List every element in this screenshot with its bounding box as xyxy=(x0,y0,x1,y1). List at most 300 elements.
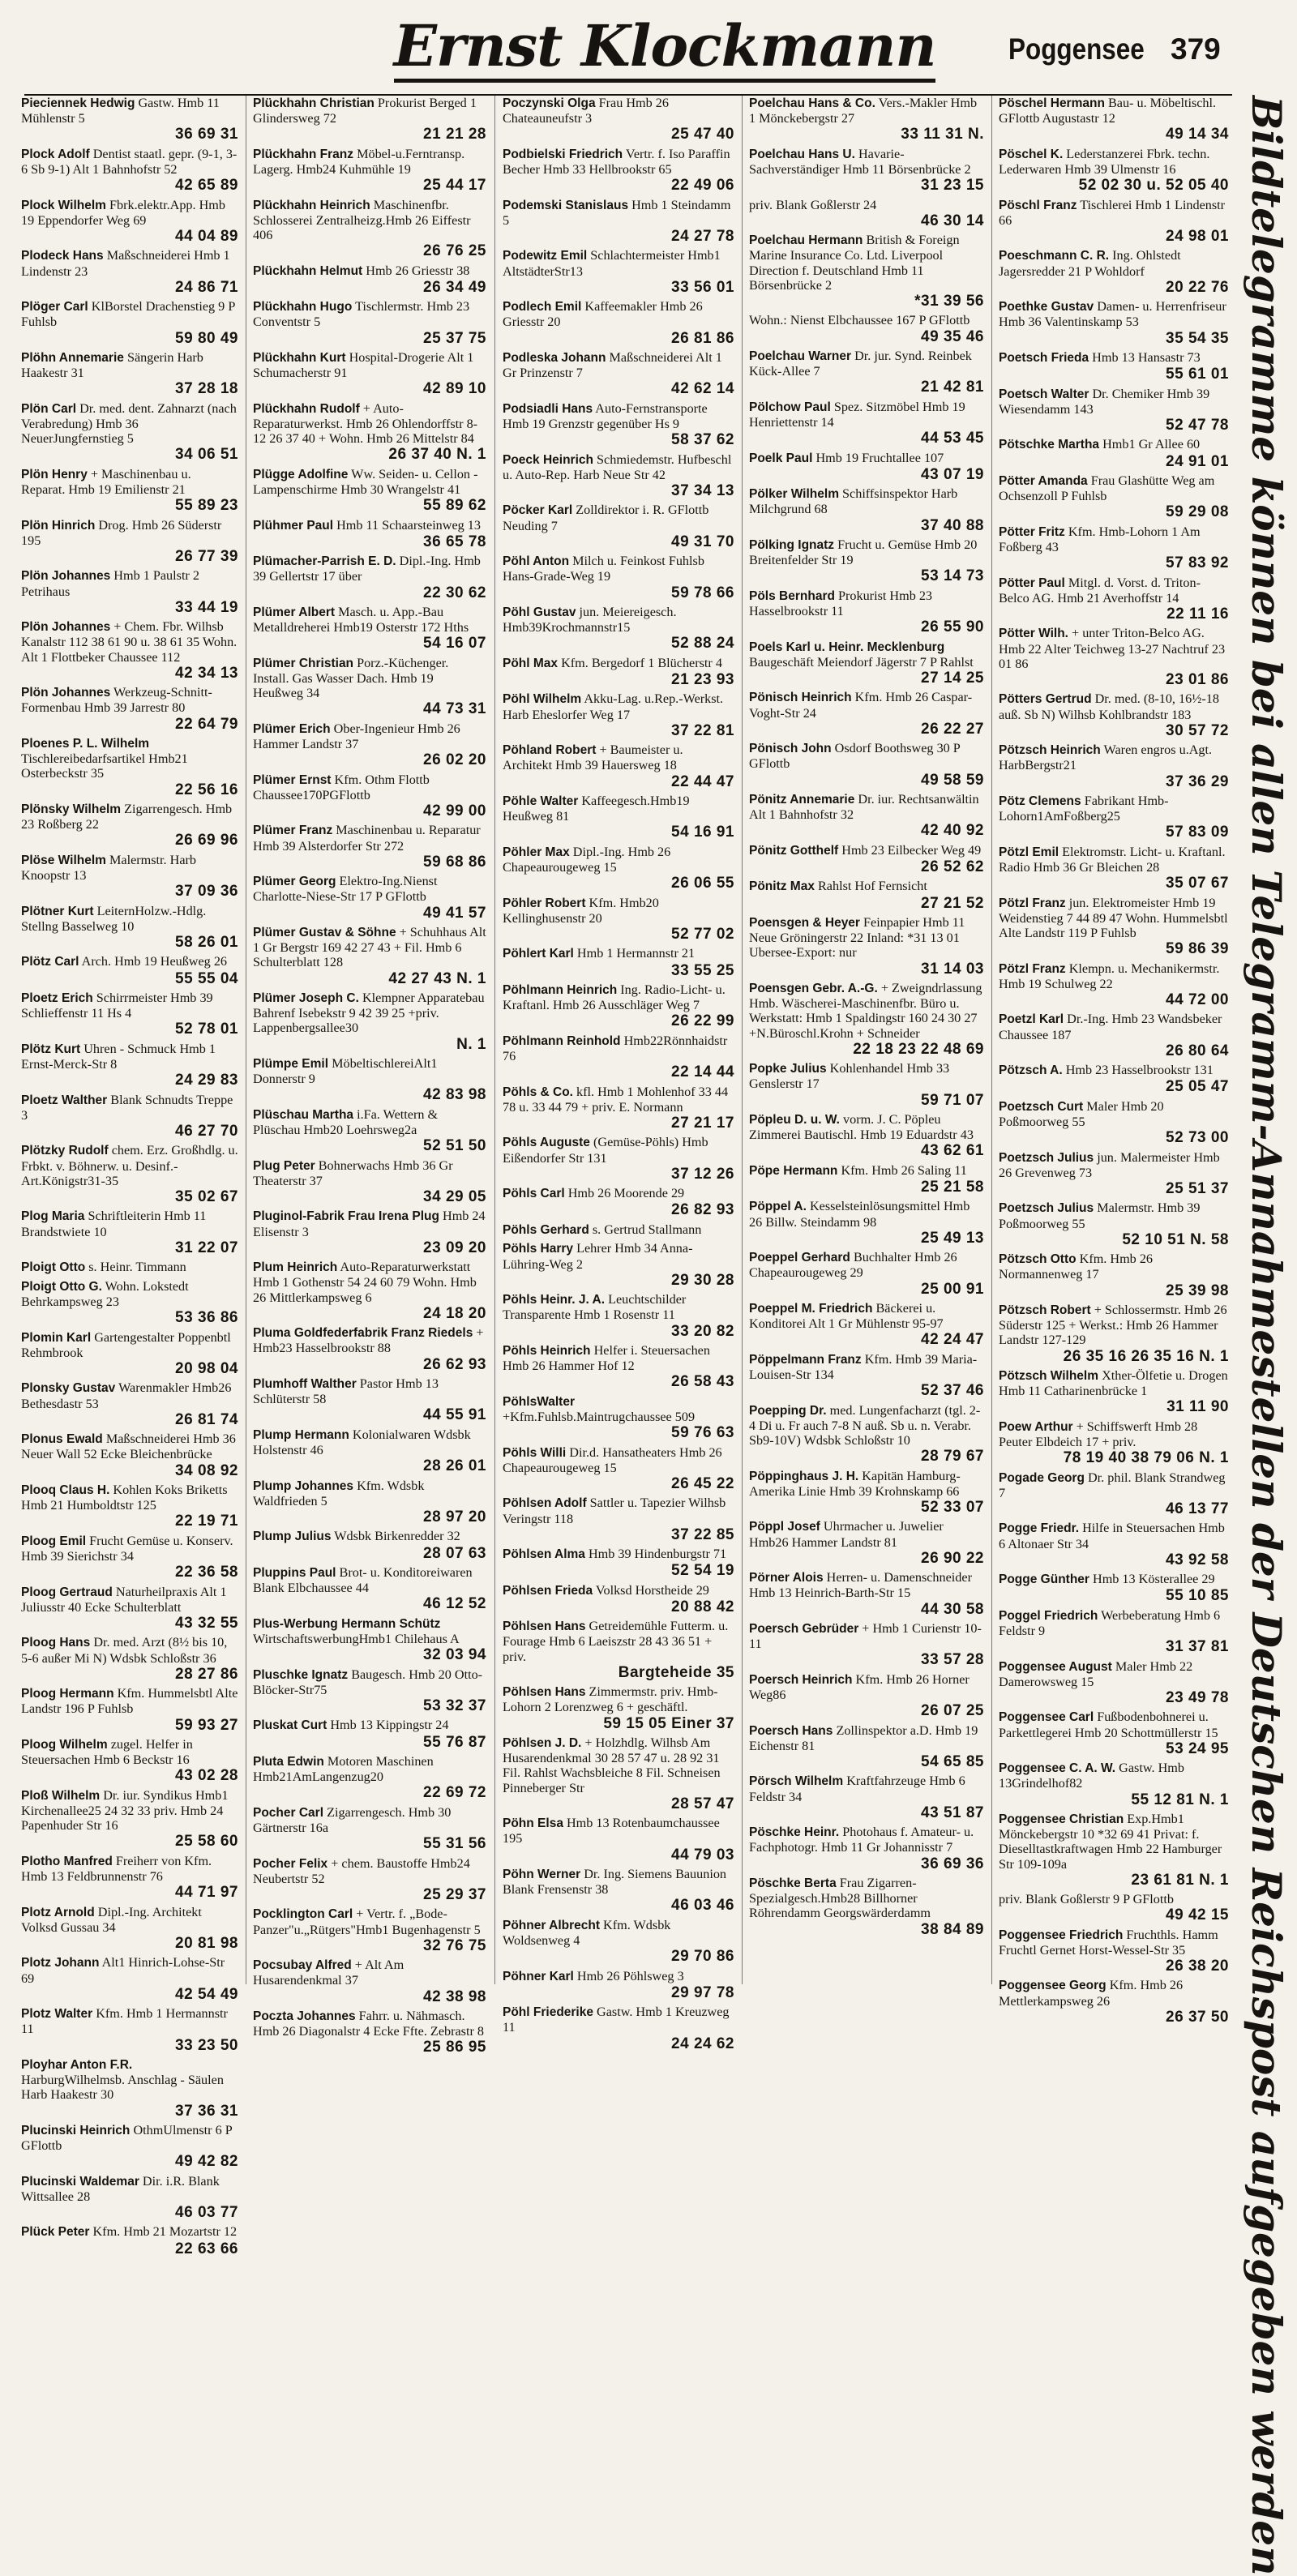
directory-entry xyxy=(21,954,238,986)
directory-entry xyxy=(503,605,734,652)
entry-name: Plotz Walter xyxy=(21,2007,93,2022)
entry-details: Maßschneiderei Alt 1 Gr Prinzenstr 7 xyxy=(503,349,722,381)
entry-phone: 26 76 25 xyxy=(423,242,486,260)
directory-entry xyxy=(253,401,486,464)
directory-entry xyxy=(503,96,734,143)
entry-details: + Hmb23 Hasselbrookstr 88 xyxy=(253,1325,484,1356)
directory-entry xyxy=(503,1969,734,2001)
entry-details: Lehrer Hmb 34 Anna-Lühring-Weg 2 xyxy=(503,1241,693,1272)
entry-phone: 42 89 10 xyxy=(423,380,486,398)
entry-phone: 52 33 07 xyxy=(921,1498,984,1516)
directory-entry xyxy=(253,1376,486,1423)
directory-entry xyxy=(253,1616,486,1663)
directory-entry xyxy=(21,1854,238,1901)
entry-name: Plump Hermann xyxy=(253,1427,349,1442)
directory-entry xyxy=(503,1343,734,1390)
entry-name: Pöhl Wilhelm xyxy=(503,692,582,707)
directory-entry xyxy=(21,1635,238,1682)
directory-entry xyxy=(253,1158,486,1205)
directory-entry xyxy=(749,313,984,344)
entry-phone: 44 04 89 xyxy=(175,228,238,245)
directory-entry xyxy=(253,96,486,143)
entry-details: WirtschaftswerbungHmb1 Chilehaus A xyxy=(253,1631,460,1646)
entry-details: Dr. med. Arzt (8½ bis 10, 5-6 außer Mi N) Wdsbk Schloßstr 36 xyxy=(21,1635,228,1666)
entry-phone: 33 55 25 xyxy=(671,961,734,979)
entry-phone: 59 93 27 xyxy=(175,1716,238,1734)
entry-details: Baugeschäft Meiendorf Jägerstr 7 P Rahlst xyxy=(749,654,974,670)
entry-phone: 55 76 87 xyxy=(423,1733,486,1751)
entry-details: Helfer i. Steuersachen Hmb 26 Hammer Hof 12 xyxy=(503,1342,710,1374)
entry-name: Ploog Gertraud xyxy=(21,1585,113,1599)
entry-details: Dr. med. (8-10, 16½-18 auß. Sb N) Wilhsb Kohlbrandstr 183 xyxy=(999,691,1219,722)
entry-phone: 38 84 89 xyxy=(921,1920,984,1938)
entry-details: LeiternHolzw.-Hdlg. Stellng Basselweg 10 xyxy=(21,903,207,934)
directory-entry xyxy=(999,961,1229,1008)
directory-entry xyxy=(999,1200,1229,1247)
directory-entry xyxy=(503,742,734,789)
entry-phone: 37 36 29 xyxy=(1166,772,1229,790)
entry-details: Bohnerwachs Hmb 36 Gr Theaterstr 37 xyxy=(253,1157,453,1188)
entry-phone: 42 40 92 xyxy=(921,822,984,840)
entry-name: Plön Carl xyxy=(21,401,77,416)
directory-entry xyxy=(21,853,238,900)
entry-name: Pöhls Gerhard xyxy=(503,1222,589,1237)
entry-name: Plügge Adolfine xyxy=(253,467,349,481)
directory-entry xyxy=(999,1063,1229,1095)
entry-phone: 52 10 51 N. 58 xyxy=(1122,1230,1229,1248)
entry-details: Maler Hmb 20 Poßmoorweg 55 xyxy=(999,1098,1164,1129)
entry-name: Poetzsch Julius xyxy=(999,1201,1094,1216)
entry-phone: 42 83 98 xyxy=(423,1086,486,1104)
directory-entry xyxy=(253,925,486,987)
entry-details: + Hmb 1 Curienstr 10-11 xyxy=(749,1620,982,1652)
entry-details: Dr.-Ing. Hmb 23 Wandsbeker Chaussee 187 xyxy=(999,1012,1222,1042)
entry-name: Plön Henry xyxy=(21,467,88,481)
entry-phone: 26 52 62 xyxy=(921,858,984,875)
entry-name: Plück Peter xyxy=(21,2225,90,2240)
directory-entry xyxy=(999,845,1229,892)
directory-entry xyxy=(999,1150,1229,1197)
entry-phone: 26 45 22 xyxy=(671,1474,734,1492)
entry-name: Plötner Kurt xyxy=(21,904,94,918)
entry-name: Poersch Gebrüder xyxy=(749,1621,859,1636)
directory-entry xyxy=(503,794,734,841)
entry-name: Pölchow Paul xyxy=(749,400,831,414)
entry-details: + unter Triton-Belco AG. Hmb 22 Alter Teichweg 13-27 Nachtruf 23 01 86 xyxy=(999,626,1226,671)
entry-name: Pöhle Walter xyxy=(503,794,579,808)
entry-name: Plug Peter xyxy=(253,1158,315,1173)
directory-entry xyxy=(503,554,734,601)
directory-entry xyxy=(503,1816,734,1863)
directory-entry xyxy=(253,1056,486,1103)
entry-details: + Schuhhaus Alt 1 Gr Bergstr 169 42 27 43 + Fil. Hmb 6 Schulterblatt 128 xyxy=(253,924,486,970)
entry-name: Plötzky Rudolf xyxy=(21,1144,109,1158)
entry-details: Kfm. Hmb-Lohorn 1 Am Foßberg 43 xyxy=(999,524,1201,554)
entry-details: Fabrikant Hmb-Lohorn1AmFoßberg25 xyxy=(999,793,1169,824)
entry-phone: 52 54 19 xyxy=(671,1562,734,1580)
entry-name: Pötzl Franz xyxy=(999,896,1066,910)
entry-name: Pöhn Elsa xyxy=(503,1816,563,1831)
entry-name: Ploigt Otto G. xyxy=(21,1279,102,1294)
entry-details: Waren engros u.Agt. HarbBergstr21 xyxy=(999,742,1213,773)
entry-phone: 44 53 45 xyxy=(921,430,984,447)
directory-entry xyxy=(253,198,486,260)
entry-phone: 36 69 36 xyxy=(921,1855,984,1872)
entry-details: Kfm. Hummelsbtl Alte Landstr 196 P Fuhlsb xyxy=(21,1686,238,1717)
entry-details: Bau- u. Möbeltischl. GFlottb Augustastr 12 xyxy=(999,96,1217,126)
directory-entry xyxy=(749,741,984,788)
directory-entry xyxy=(749,1825,984,1872)
entry-name: Plotz Johann xyxy=(21,1956,100,1971)
directory-entry xyxy=(503,1547,734,1579)
page-number: 379 xyxy=(1171,32,1221,66)
entry-phone: Bargteheide 35 xyxy=(618,1663,734,1681)
entry-details: + Chem. Fbr. Wilhsb Kanalstr 112 38 61 90 u. 38 61 35 Wohn. Alt 1 Flottbeker Chaussee 112 xyxy=(21,619,238,665)
entry-name: Pötzl Franz xyxy=(999,961,1066,976)
entry-details: Prokurist Hmb 23 Hasselbrookstr 11 xyxy=(749,588,933,618)
entry-phone: 28 27 86 xyxy=(175,1665,238,1683)
entry-details: priv. Blank Goßlerstr 24 xyxy=(749,197,877,212)
entry-name: Pöpe Hermann xyxy=(749,1163,838,1178)
directory-entry xyxy=(999,1978,1229,2025)
directory-entry xyxy=(21,1483,238,1530)
entry-name: Plön Johannes xyxy=(21,620,111,635)
directory-entry xyxy=(999,1709,1229,1757)
directory-entry xyxy=(253,467,486,514)
entry-phone: 22 18 23 22 48 69 xyxy=(853,1040,984,1058)
entry-name: Poetsch Frieda xyxy=(999,350,1089,365)
directory-entry xyxy=(749,96,984,143)
entry-name: Podemski Stanislaus xyxy=(503,198,629,212)
entry-name: Poggensee August xyxy=(999,1659,1112,1674)
entry-details: Motoren Maschinen Hmb21AmLangenzug20 xyxy=(253,1753,434,1785)
entry-phone: 26 22 99 xyxy=(671,1012,734,1030)
entry-details: Hospital-Drogerie Alt 1 Schumacherstr 91 xyxy=(253,349,474,381)
entry-name: Pöhlsen Adolf xyxy=(503,1496,587,1511)
entry-name: Pöls Bernhard xyxy=(749,588,835,603)
entry-details: Pastor Hmb 13 Schlüterstr 58 xyxy=(253,1376,439,1407)
entry-phone: 43 02 28 xyxy=(175,1767,238,1785)
entry-phone: 52 73 00 xyxy=(1166,1129,1229,1147)
entry-name: Ploog Emil xyxy=(21,1534,87,1548)
directory-entry xyxy=(749,486,984,533)
entry-details: Photohaus f. Amateur- u. Fachphotogr. Hmb 11 Gr Johannisstr 7 xyxy=(749,1825,974,1855)
entry-details: Kaffeegesch.Hmb19 Heußweg 81 xyxy=(503,793,690,824)
directory-entry xyxy=(253,1260,486,1322)
entry-phone: 26 22 27 xyxy=(921,720,984,738)
entry-name: Pötzsch Heinrich xyxy=(999,743,1101,758)
entry-details: Ing. Ohlstedt Jagersredder 21 P Wohldorf xyxy=(999,248,1181,279)
directory-entry xyxy=(21,685,238,732)
entry-name: Pluta Edwin xyxy=(253,1754,324,1769)
entry-phone: 34 06 51 xyxy=(175,446,238,464)
entry-name: Pöschke Heinr. xyxy=(749,1825,840,1840)
entry-name: Pötter Paul xyxy=(999,576,1065,590)
directory-entry xyxy=(999,1419,1229,1466)
directory-entry xyxy=(999,524,1229,571)
entry-details: MöbeltischlereiAlt1 Donnerstr 9 xyxy=(253,1055,438,1087)
entry-details: s. Gertrud Stallmann xyxy=(592,1222,702,1237)
directory-entry xyxy=(999,896,1229,958)
entry-phone: 36 69 31 xyxy=(175,126,238,143)
directory-entry xyxy=(21,2224,238,2257)
entry-phone: 25 21 58 xyxy=(921,1178,984,1196)
publisher-logo: Ernst Klockmann xyxy=(373,10,957,83)
directory-entry xyxy=(749,1570,984,1617)
entry-name: Pöhland Robert xyxy=(503,743,597,758)
entry-details: + Zweigndrlassung Hmb. Wäscherei-Maschinenfbr. Büro u. Werkstatt: Hmb 1 Spaldingstr 160 24 30 27 +N.Büroschl.Krohn + Schneider xyxy=(749,980,982,1041)
entry-details: Uhrmacher u. Juwelier Hmb26 Hammer Landstr 81 xyxy=(749,1519,944,1550)
entry-details: Milch u. Feinkost Fuhlsb Hans-Grade-Weg 19 xyxy=(503,554,704,584)
entry-details: Kfm. Hmb 21 Mozartstr 12 xyxy=(92,2224,238,2240)
entry-name: Pöhlsen Hans xyxy=(503,1685,586,1700)
entry-details: Hilfe in Steuersachen Hmb 6 Altonaer Str 34 xyxy=(999,1521,1225,1551)
entry-phone: 59 78 66 xyxy=(671,584,734,601)
entry-details: Zimmermstr. priv. Hmb-Lohorn 2 Lorenzweg 6 + geschäftl. xyxy=(503,1684,718,1715)
entry-details: Kaffeemakler Hmb 26 Griesstr 20 xyxy=(503,299,703,330)
entry-phone: 37 09 36 xyxy=(175,883,238,901)
entry-name: Pötzsch Otto xyxy=(999,1252,1077,1267)
directory-entry xyxy=(253,1906,486,1953)
entry-name: Plümpe Emil xyxy=(253,1056,329,1071)
entry-phone: 46 13 77 xyxy=(1166,1500,1229,1517)
entry-name: Pöppl Josef xyxy=(749,1520,820,1534)
directory-entry xyxy=(253,1529,486,1561)
entry-details: Kolonialwaren Wdsbk Holstenstr 46 xyxy=(253,1427,471,1457)
entry-name: Poczynski Olga xyxy=(503,96,596,110)
directory-entry xyxy=(503,1394,734,1441)
entry-details: Elektromstr. Licht- u. Kraftanl. Radio Hmb 36 Gr Bleichen 28 xyxy=(999,844,1226,875)
directory-entry xyxy=(21,1737,238,1784)
directory-entry xyxy=(253,263,486,296)
entry-details: Fußbodenbohnerei u. Parkettlegerei Hmb 20 Schottmüllerstr 15 xyxy=(999,1709,1218,1740)
entry-details: Tischlereibedarfsartikel Hmb21 Osterbeckstr 35 xyxy=(21,751,188,781)
entry-name: Pöhlmann Heinrich xyxy=(503,982,618,997)
entry-name: Pötschke Martha xyxy=(999,438,1100,452)
directory-entry xyxy=(503,896,734,943)
directory-entry xyxy=(21,1380,238,1427)
entry-details: Schriftleiterin Hmb 11 Brandstwiete 10 xyxy=(21,1209,207,1239)
entry-details: Zolldirektor i. R. GFlottb Neuding 7 xyxy=(503,503,709,533)
entry-phone: 31 37 81 xyxy=(1166,1638,1229,1656)
entry-details: Kfm. Hmb 1 Hermannstr 11 xyxy=(21,2006,228,2037)
entry-name: Poelchau Hermann xyxy=(749,233,863,248)
entry-phone: 21 21 28 xyxy=(423,126,486,143)
directory-entry xyxy=(253,350,486,397)
directory-entry xyxy=(503,350,734,397)
entry-name: Plönsky Wilhelm xyxy=(21,802,122,816)
entry-name: Pöhl Gustav xyxy=(503,605,576,619)
entry-phone: 33 57 28 xyxy=(921,1651,984,1669)
entry-name: Pönitz Gotthelf xyxy=(749,843,839,858)
entry-details: Hmb 26 Moorende 29 xyxy=(567,1186,685,1201)
entry-details: Wdsbk Birkenredder 32 xyxy=(334,1529,460,1544)
entry-details: Leuchtschilder Transparente Hmb 1 Rosenstr 11 xyxy=(503,1292,687,1323)
directory-entry xyxy=(21,1905,238,1952)
entry-phone: 30 57 72 xyxy=(1166,721,1229,739)
entry-phone: 52 51 50 xyxy=(423,1137,486,1155)
entry-details: zugel. Helfer in Steuersachen Hmb 6 Beckstr 16 xyxy=(21,1736,193,1768)
entry-details: Dr. iur. Syndikus Hmb1 Kirchenallee25 24 32 33 priv. Hmb 24 Papenhuder Str 16 xyxy=(21,1787,229,1834)
entry-details: Zigarrengesch. Hmb 23 Roßberg 22 xyxy=(21,801,233,832)
directory-entry xyxy=(749,1112,984,1159)
entry-name: Plump Johannes xyxy=(253,1478,354,1493)
entry-name: Pluskat Curt xyxy=(253,1718,327,1733)
entry-details: Prokurist Berged 1 Glindersweg 72 xyxy=(253,96,477,126)
entry-details: Möbel-u.Ferntransp. Lagerg. Hmb24 Kuhmühle 19 xyxy=(253,146,465,177)
entry-details: Spez. Sitzmöbel Hmb 19 Henriettenstr 14 xyxy=(749,399,965,430)
directory-entry xyxy=(999,691,1229,738)
directory-entry xyxy=(999,1470,1229,1517)
entry-name: Poggensee Georg xyxy=(999,1979,1107,1993)
entry-phone: 55 10 85 xyxy=(1166,1587,1229,1605)
entry-name: Pönitz Max xyxy=(749,879,815,894)
entry-name: Poggensee C. A. W. xyxy=(999,1761,1116,1776)
entry-name: Pöhl Anton xyxy=(503,554,570,569)
directory-entry xyxy=(503,1292,734,1339)
entry-phone: 37 22 85 xyxy=(671,1525,734,1543)
directory-entry xyxy=(503,503,734,550)
directory-entry xyxy=(999,576,1229,623)
entry-details: Masch. u. App.-Bau Metalldreherei Hmb19 Osterstr 172 Hths xyxy=(253,604,469,635)
entry-phone: 43 32 55 xyxy=(175,1614,238,1632)
entry-name: Pöhlmann Reinhold xyxy=(503,1033,621,1048)
entry-name: Ploog Hermann xyxy=(21,1687,114,1701)
entry-name: Plotho Manfred xyxy=(21,1854,113,1868)
entry-name: Plöhn Annemarie xyxy=(21,350,124,365)
directory-entry xyxy=(21,467,238,514)
entry-details: Ing. Radio-Licht- u. Kraftanl. Hmb 26 Ausschläger Weg 7 xyxy=(503,982,726,1013)
directory-entry xyxy=(999,147,1229,194)
entry-phone: 52 37 46 xyxy=(921,1382,984,1400)
directory-entry xyxy=(21,248,238,295)
entry-phone: 26 81 86 xyxy=(671,329,734,347)
entry-phone: 21 42 81 xyxy=(921,379,984,396)
directory-entry xyxy=(253,991,486,1053)
entry-phone: 59 15 05 Einer 37 xyxy=(603,1714,734,1732)
entry-name: Plötz Carl xyxy=(21,955,79,969)
entry-details: Wohn. Lokstedt Behrkampsweg 23 xyxy=(21,1278,189,1309)
entry-details: Kfm. Bergedorf 1 Blücherstr 4 xyxy=(561,655,722,670)
directory-entry xyxy=(999,1892,1229,1923)
entry-details: Zollinspektor a.D. Hmb 19 Eichenstr 81 xyxy=(749,1722,978,1753)
directory-entry xyxy=(749,1352,984,1399)
directory-entry xyxy=(21,619,238,682)
entry-details: Kfm. Othm Flottb Chaussee170PGFlottb xyxy=(253,772,430,802)
entry-phone: 25 51 37 xyxy=(1166,1179,1229,1197)
entry-name: Plöse Wilhelm xyxy=(21,853,106,867)
entry-phone: 28 97 20 xyxy=(423,1508,486,1525)
entry-name: Pöhl Friederike xyxy=(503,2005,593,2020)
entry-details: Xther-Ölfetie u. Drogen Hmb 11 Catharinenbrücke 1 xyxy=(999,1367,1228,1399)
directory-entry xyxy=(21,1534,238,1581)
directory-entry xyxy=(749,1774,984,1821)
entry-phone: 22 11 16 xyxy=(1166,605,1229,623)
directory-entry xyxy=(253,1565,486,1612)
entry-phone: 25 05 47 xyxy=(1166,1078,1229,1096)
entry-name: Plümer Georg xyxy=(253,875,336,889)
entry-details: med. Lungenfacharzt (tgl. 2-4 Di u. Fr auch 7-8 N auß. Sb u. n. Verabr. Sb9-10V) Wdsbk Schloßstr 10 xyxy=(749,1402,981,1448)
entry-phone: 26 82 93 xyxy=(671,1201,734,1219)
directory-entry xyxy=(749,843,984,875)
directory-entry xyxy=(749,1061,984,1108)
entry-name: Poensgen Gebr. A.-G. xyxy=(749,981,878,995)
directory-entry xyxy=(21,568,238,615)
entry-phone: 53 14 73 xyxy=(921,567,984,585)
entry-name: Pocsubay Alfred xyxy=(253,1958,352,1973)
district-heading: Poggensee xyxy=(1008,32,1145,66)
entry-details: Kfm. Hmb 26 Horner Weg86 xyxy=(749,1671,970,1702)
entry-details: + Schiffswerft Hmb 28 Peuter Elbdeich 17 + priv. xyxy=(999,1419,1198,1449)
entry-phone: 37 40 88 xyxy=(921,516,984,534)
entry-name: Pluma Goldfederfabrik Franz Riedels xyxy=(253,1326,473,1341)
directory-entry xyxy=(999,248,1229,295)
entry-phone: 27 21 17 xyxy=(671,1114,734,1132)
entry-details: Auto-Fernstransporte Hmb 19 Grenzstr gegenüber Hs 9 xyxy=(503,400,708,431)
entry-name: Pöhls & Co. xyxy=(503,1085,573,1099)
entry-name: Poggensee Christian xyxy=(999,1812,1124,1826)
entry-name: Plückhahn Helmut xyxy=(253,263,363,278)
entry-name: Plückhahn Rudolf xyxy=(253,401,360,416)
entry-details: Kfm. Wdsbk Woldsenweg 4 xyxy=(503,1917,671,1949)
entry-details: Frau Hmb 26 Chateauneufstr 3 xyxy=(503,96,669,126)
entry-details: Dr. iur. Rechtsanwältin Alt 1 Bahnhofstr 32 xyxy=(749,791,979,823)
directory-entry xyxy=(999,473,1229,520)
entry-phone: 49 42 82 xyxy=(175,2153,238,2171)
entry-details: Akku-Lag. u.Rep.-Werkst. Harb Eheslorfer Weg 17 xyxy=(503,691,724,722)
directory-entry xyxy=(503,1085,734,1132)
entry-phone: 28 57 47 xyxy=(671,1795,734,1812)
directory-entry xyxy=(253,1754,486,1801)
entry-details: vorm. J. C. Pöpleu Zimmerei Bautischl. Hmb 19 Eduardstr 43 xyxy=(749,1111,974,1143)
entry-details: Fahrr. u. Nähmasch. Hmb 26 Diagonalstr 4 Ecke Ffte. Zebrastr 8 xyxy=(253,2008,485,2039)
entry-phone: 44 79 03 xyxy=(671,1846,734,1864)
entry-details: Hmb 26 Griesstr 38 xyxy=(366,263,470,278)
entry-details: Malermstr. Harb Knoopstr 13 xyxy=(21,852,196,883)
entry-name: Poggensee Friedrich xyxy=(999,1928,1124,1942)
entry-phone: 53 36 86 xyxy=(175,1309,238,1327)
entry-details: Alt1 Hinrich-Lohse-Str 69 xyxy=(21,1955,225,1986)
entry-phone: 43 92 58 xyxy=(1166,1551,1229,1568)
directory-entry xyxy=(21,1209,238,1256)
entry-name: Plückhahn Christian xyxy=(253,96,375,110)
entry-details: + chem. Baustoffe Hmb24 Neubertstr 52 xyxy=(253,1855,470,1886)
directory-entry xyxy=(21,1431,238,1478)
entry-name: Plucinski Waldemar xyxy=(21,2174,139,2189)
entry-phone: 26 55 90 xyxy=(921,618,984,636)
entry-phone: 26 35 16 26 35 16 N. 1 xyxy=(1063,1347,1229,1365)
entry-name: Plückhahn Kurt xyxy=(253,350,346,365)
entry-name: Pöhlsen Alma xyxy=(503,1547,585,1562)
entry-details: Freiherr von Kfm. Hmb 13 Feldbrunnenstr 76 xyxy=(21,1853,212,1884)
entry-name: Poetsch Walter xyxy=(999,387,1089,401)
entry-details: Hmb 13 Kippingstr 24 xyxy=(330,1718,449,1733)
directory-entry xyxy=(999,198,1229,245)
entry-phone: 28 79 67 xyxy=(921,1448,984,1466)
entry-name: Pöhlsen J. D. xyxy=(503,1736,582,1751)
entry-details: Naturheilpraxis Alt 1 Juliusstr 40 Ecke Schulterblatt xyxy=(21,1584,227,1615)
directory-entry xyxy=(749,1876,984,1938)
directory-entry xyxy=(21,1093,238,1140)
entry-name: Poethke Gustav xyxy=(999,300,1094,315)
entry-details: Dipl.-Ing. Hmb 39 Gellertstr 17 über xyxy=(253,554,481,584)
entry-details: Maßschneiderei Hmb 36 Neuer Wall 52 Ecke Bleichenbrücke xyxy=(21,1431,236,1462)
entry-name: Podlech Emil xyxy=(503,300,582,315)
entry-name: Pönisch Heinrich xyxy=(749,691,852,705)
entry-details: Dr. Ing. Siemens Bauunion Blank Frensenstr 38 xyxy=(503,1867,727,1898)
directory-entry xyxy=(749,349,984,396)
entry-phone: 35 54 35 xyxy=(1166,329,1229,347)
